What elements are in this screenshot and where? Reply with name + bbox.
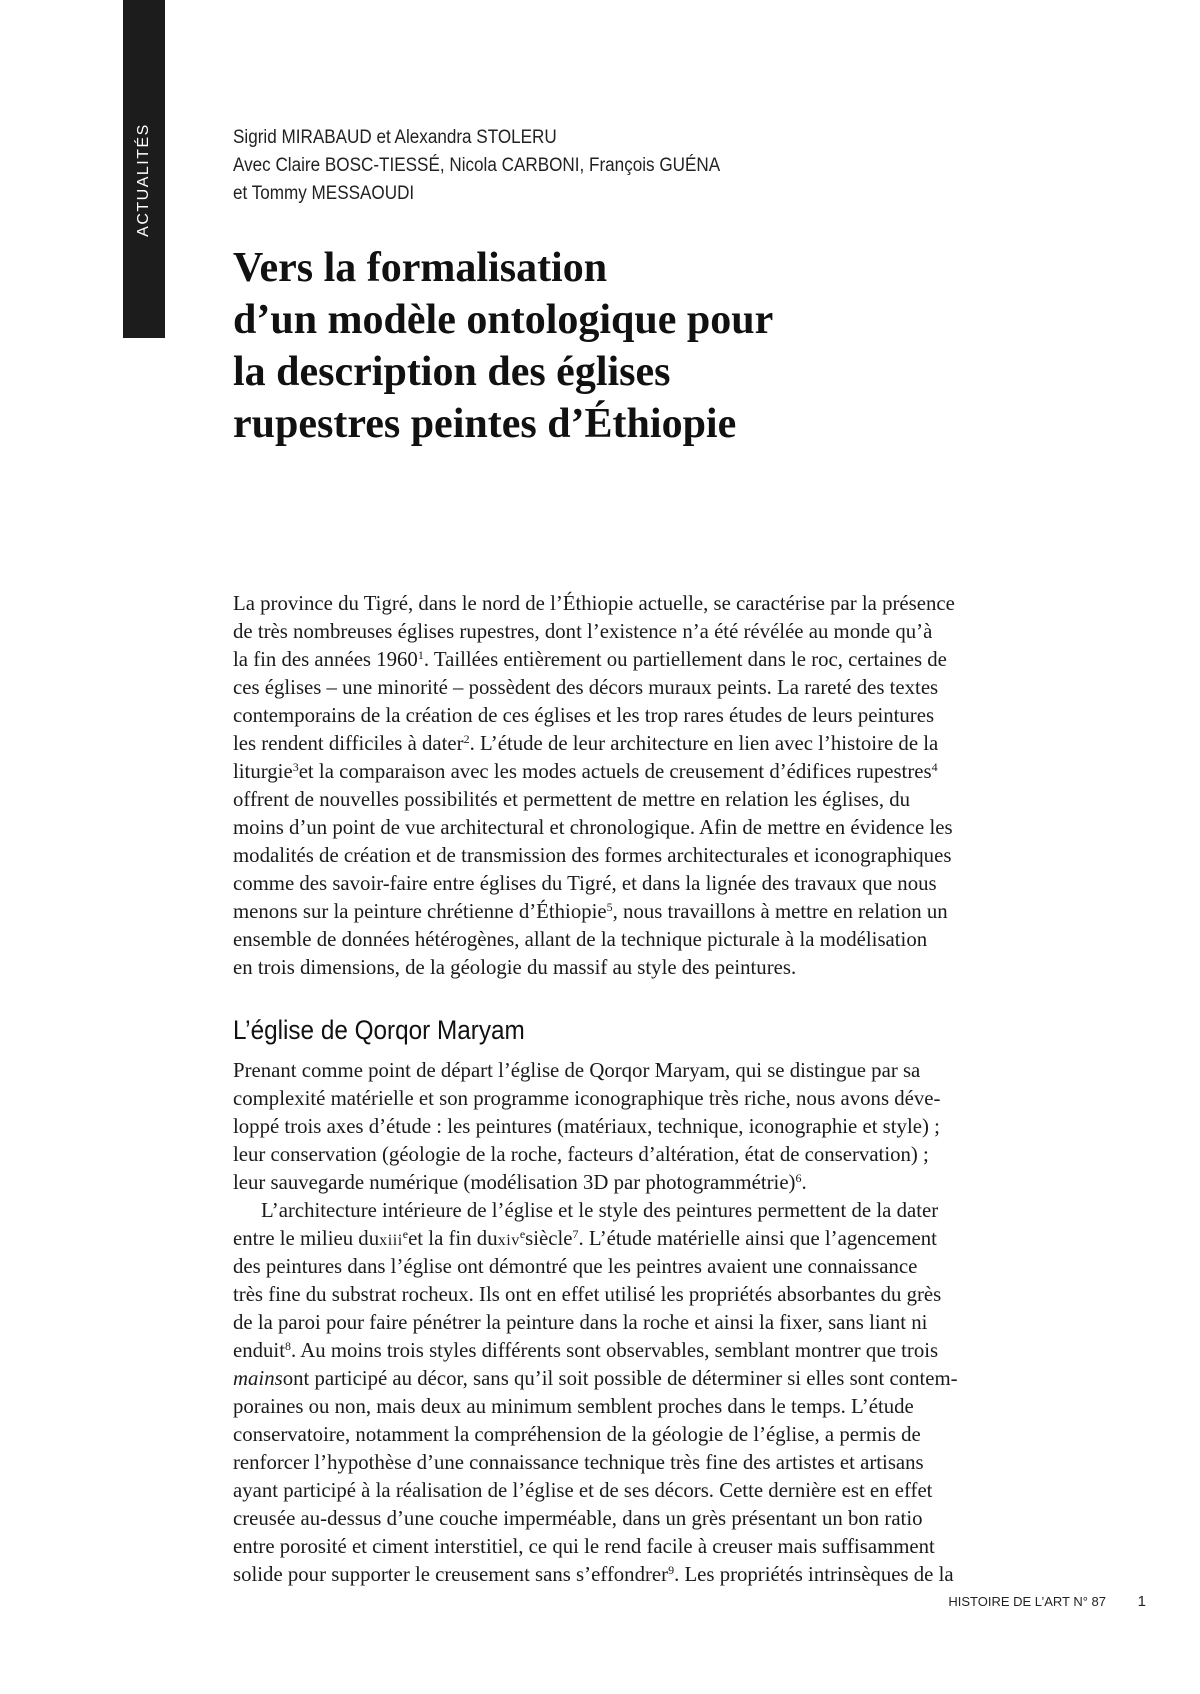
text-line: comme des savoir-faire entre églises du Tigré, et dans la lignée des travaux que nous xyxy=(233,872,937,895)
section-tab-label: ACTUALITÉS xyxy=(135,123,152,237)
authors-line: Avec Claire BOSC-TIESSÉ, Nicola CARBONI, François GUÉNA xyxy=(233,155,721,176)
text-line: menons sur la peinture chrétienne d’Éthiopie$^5$, nous travaillons à mettre en relation un xyxy=(233,900,948,923)
intro-paragraph xyxy=(233,590,1102,982)
footnote-ref[interactable]: 4 xyxy=(931,760,938,774)
text-line: ces églises – une minorité – possèdent des décors muraux peints. La rareté des textes xyxy=(233,676,939,699)
text-line: ensemble de données hétérogènes, allant de la technique picturale à la modélisation xyxy=(233,928,928,951)
text-line: des peintures dans l’église ont démontré que les peintres avaient une connaissance xyxy=(233,1255,918,1278)
text-line: très fine du substrat rocheux. Ils ont en effet utilisé les propriétés absorbantes du grès xyxy=(233,1283,942,1306)
body-paragraph xyxy=(233,1197,1102,1589)
text-line: enduit$^8$. Au moins trois styles différents sont observables, semblant montrer que trois xyxy=(233,1339,939,1362)
issue-number: N° 87 xyxy=(1073,1594,1107,1609)
text-line: la fin des années 1960$^1$. Taillées entièrement ou partiellement dans le roc, certaines de xyxy=(233,648,947,671)
section-heading: L’église de Qorqor Maryam xyxy=(233,1015,525,1045)
footnote-ref[interactable]: 2 xyxy=(463,732,470,746)
text-line: complexité matérielle et son programme iconographique très riche, nous avons déve- xyxy=(233,1087,941,1110)
footnote-ref[interactable]: 7 xyxy=(572,1227,579,1241)
text-line: leur conservation (géologie de la roche, facteurs d’altération, état de conservation) ; xyxy=(233,1143,929,1166)
text-line: loppé trois axes d’étude : les peintures (matériaux, technique, iconographie et style) ; xyxy=(233,1115,940,1138)
text-line: renforcer l’hypothèse d’une connaissance technique très fine des artistes et artisans xyxy=(233,1451,924,1474)
footnote-ref[interactable]: 9 xyxy=(668,1563,675,1577)
journal-name: HISTOIRE DE L’ART xyxy=(948,1594,1070,1609)
text-line: leur sauvegarde numérique (modélisation 3D par photogrammétrie)$^6$. xyxy=(233,1171,807,1194)
footnote-ref[interactable]: 1 xyxy=(417,648,424,662)
text-line: les rendent difficiles à dater$^2$. L’étude de leur architecture en lien avec l’histoire de la xyxy=(233,732,939,755)
text-line: creusée au-dessus d’une couche imperméable, dans un grès présentant un bon ratio xyxy=(233,1507,923,1530)
page-number: 1 xyxy=(1137,1593,1146,1610)
text-line: contemporains de la création de ces églises et les trop rares études de leurs peintures xyxy=(233,704,935,727)
footnote-ref[interactable]: 6 xyxy=(795,1171,802,1185)
text-line: entre le milieu duxiii$^e$et la fin duxiv$^e$siècle$^7$. L’étude matérielle ainsi que l’agencement xyxy=(233,1227,937,1250)
text-line: entre porosité et ciment interstitiel, ce qui le rend facile à creuser mais suffisamment xyxy=(233,1535,935,1558)
title-line: Vers la formalisation xyxy=(233,245,608,291)
body-paragraph xyxy=(233,1057,1102,1197)
authors xyxy=(233,124,720,208)
text-line: offrent de nouvelles possibilités et permettent de mettre en relation les églises, du xyxy=(233,788,911,811)
text-line: liturgie$^3$et la comparaison avec les modes actuels de creusement d’édifices rupestres$^4$ xyxy=(233,760,938,783)
title-line: la description des églises xyxy=(233,349,671,395)
text-line: La province du Tigré, dans le nord de l’Éthiopie actuelle, se caractérise par la présence xyxy=(233,592,955,615)
footnote-ref[interactable]: 3 xyxy=(292,760,299,774)
authors-line: Sigrid MIRABAUD et Alexandra STOLERU xyxy=(233,127,557,148)
text-line: conservatoire, notamment la compréhension de la géologie de l’église, a permis de xyxy=(233,1423,921,1446)
text-line: solide pour supporter le creusement sans s’effondrer$^9$. Les propriétés intrinsèques de la xyxy=(233,1563,954,1586)
title-line: d’un modèle ontologique pour xyxy=(233,297,774,343)
footnote-ref[interactable]: 8 xyxy=(284,1339,291,1353)
text-line: modalités de création et de transmission des formes architecturales et iconographiques xyxy=(233,844,952,867)
footnote-ref[interactable]: 5 xyxy=(606,900,613,914)
text-line: poraines ou non, mais deux au minimum semblent proches dans le temps. L’étude xyxy=(233,1395,914,1418)
article-title xyxy=(233,242,773,450)
text-line: Prenant comme point de départ l’église de Qorqor Maryam, qui se distingue par sa xyxy=(233,1059,921,1082)
text-line: mainsont participé au décor, sans qu’il soit possible de déterminer si elles sont contem- xyxy=(233,1367,958,1390)
text-line: ayant participé à la réalisation de l’église et de ses décors. Cette dernière est en effet xyxy=(233,1479,933,1502)
section-tab xyxy=(123,0,165,338)
text-line: moins d’un point de vue architectural et chronologique. Afin de mettre en évidence les xyxy=(233,816,953,839)
authors-line: et Tommy MESSAOUDI xyxy=(233,183,415,204)
title-line: rupestres peintes d’Éthiopie xyxy=(233,401,737,447)
text-line: en trois dimensions, de la géologie du massif au style des peintures. xyxy=(233,956,797,979)
page-footer xyxy=(948,1593,1146,1610)
text-line: de très nombreuses églises rupestres, dont l’existence n’a été révélée au monde qu’à xyxy=(233,620,933,643)
text-line: L’architecture intérieure de l’église et le style des peintures permettent de la dater xyxy=(261,1199,939,1222)
text-line: de la paroi pour faire pénétrer la peinture dans la roche et ainsi la fixer, sans liant ni xyxy=(233,1311,928,1334)
